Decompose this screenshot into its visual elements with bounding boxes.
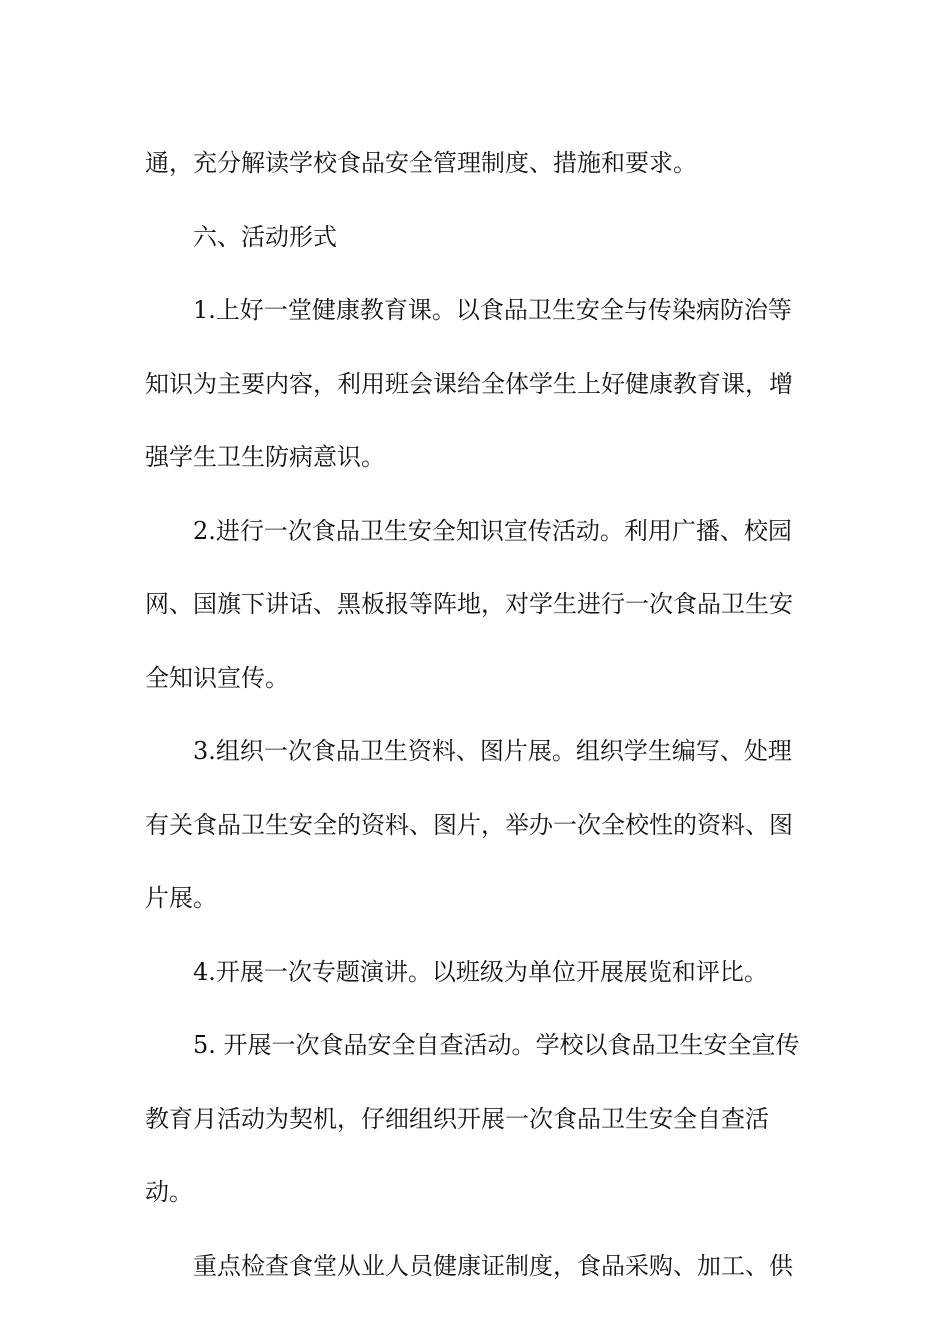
paragraph-item-5: 5. 开展一次食品安全自查活动。学校以食品卫生安全宣传教育月活动为契机，仔细组织开展一次食品卫生安全自查活动。 <box>145 1031 800 1206</box>
section-heading: 六、活动形式 <box>193 222 337 251</box>
paragraph-item-3: 3.组织一次食品卫生资料、图片展。组织学生编写、处理有关食品卫生安全的资料、图片，举办一次全校性的资料、图片展。 <box>145 737 793 912</box>
paragraph-item-4: 4.开展一次专题演讲。以班级为单位开展展览和评比。 <box>193 957 768 986</box>
paragraph-key-check: 重点检查食堂从业人员健康证制度，食品采购、加工、供 <box>193 1251 793 1280</box>
paragraph-item-2: 2.进行一次食品卫生安全知识宣传活动。利用广播、校园网、国旗下讲话、黑板报等阵地，对学生进行一次食品卫生安全知识宣传。 <box>145 516 793 692</box>
paragraph-continuation: 通，充分解读学校食品安全管理制度、措施和要求。 <box>145 149 697 177</box>
document-body <box>145 127 805 1303</box>
paragraph-item-1: 1.上好一堂健康教育课。以食品卫生安全与传染病防治等知识为主要内容，利用班会课给全体学生上好健康教育课，增强学生卫生防病意识。 <box>145 296 793 471</box>
